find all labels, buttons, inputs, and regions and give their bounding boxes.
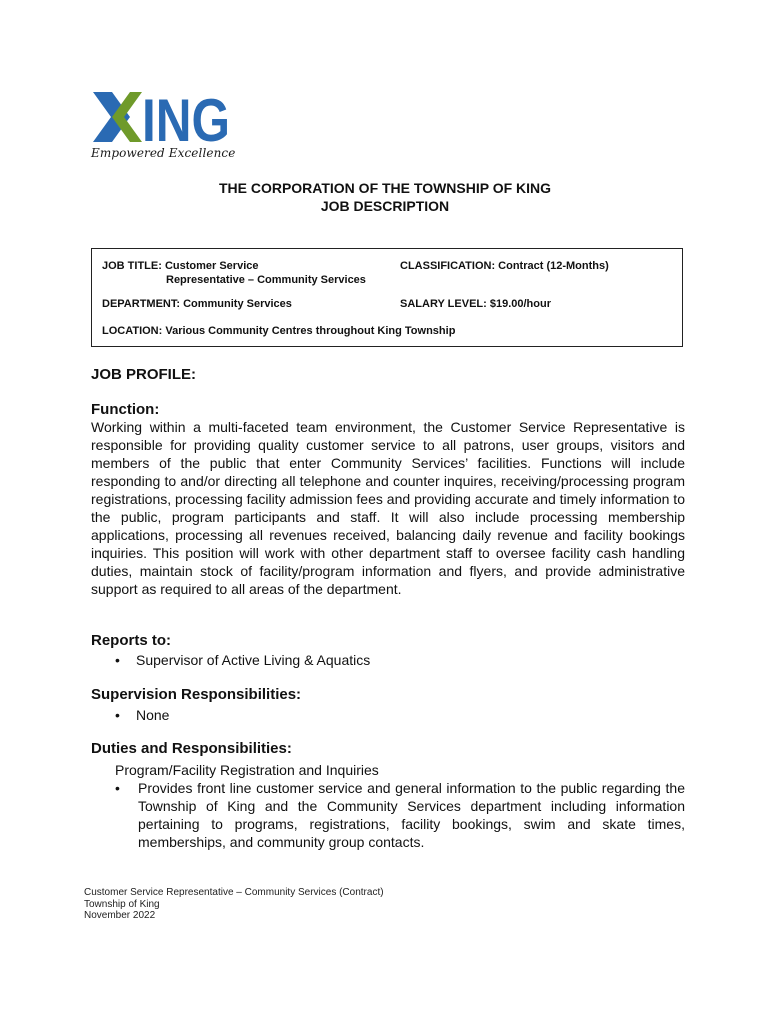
footer-line-3: November 2022 (84, 910, 156, 921)
job-title-field (102, 259, 366, 287)
supervision-item (115, 706, 169, 724)
duties-heading: Duties and Responsibilities: (91, 740, 292, 757)
corporation-heading: THE CORPORATION OF THE TOWNSHIP OF KING (218, 180, 552, 196)
location-field: LOCATION: Various Community Centres throughout King Township (102, 325, 456, 337)
bullet: • (115, 780, 120, 796)
job-profile-heading: JOB PROFILE: (91, 366, 197, 383)
footer-line-2: Township of King (84, 898, 160, 910)
function-paragraph: Working within a multi-faceted team environment, the Customer Service Representative is responsible for providing quality customer service to all patrons, user groups, visitors and members of the public that enter Community Services’ facilities. Functions will include responding to and/or directing all telephone and counter inquires, receiving/processing program registrations, processing facility admission fees and providing accurate and timely information to the public, program participants and staff. It will also include processing membership applications, processing all revenues received, balancing daily revenue and facility bookings inquiries. This position will work with other department staff to oversee facility cash handling duties, maintain stock of facility/program information and flyers, and provide administrative support as required to all areas of the department. (91, 419, 685, 597)
salary-field: SALARY LEVEL: $19.00/hour (400, 298, 551, 310)
job-title-line-1: JOB TITLE: Customer Service (102, 260, 259, 272)
reports-to-text: Supervisor of Active Living & Aquatics (136, 652, 371, 668)
footer-line-1: Customer Service Representative – Community Services (Contract) (84, 887, 384, 898)
department-field: DEPARTMENT: Community Services (102, 298, 292, 310)
job-title-line-2: Representative – Community Services (166, 274, 366, 286)
supervision-heading: Supervision Responsibilities: (91, 686, 302, 703)
duty-item-text: Provides front line customer service and general information to the public regarding the Township of King and the Community Services department including information pertaining to programs, registrations, facility bookings, swim and skate times, memberships, and community group contacts. (138, 780, 685, 850)
reports-to-item (115, 651, 370, 669)
logo-ing-text: ING (142, 88, 230, 146)
classification-field: CLASSIFICATION: Contract (12-Months) (400, 260, 609, 272)
job-info-box (91, 248, 683, 347)
function-heading: Function: (91, 401, 160, 418)
bullet: • (115, 652, 120, 668)
logo-k-left-chevron (93, 92, 130, 142)
king-logo-mark (90, 88, 232, 146)
reports-to-heading: Reports to: (91, 632, 171, 649)
duty-item (115, 779, 685, 851)
duties-subheading: Program/Facility Registration and Inquiries (115, 762, 379, 778)
page-footer (84, 887, 384, 922)
logo-tagline: Empowered Excellence (91, 146, 236, 160)
document-type-heading: JOB DESCRIPTION (320, 198, 450, 214)
supervision-text: None (136, 707, 170, 723)
bullet: • (115, 707, 120, 723)
